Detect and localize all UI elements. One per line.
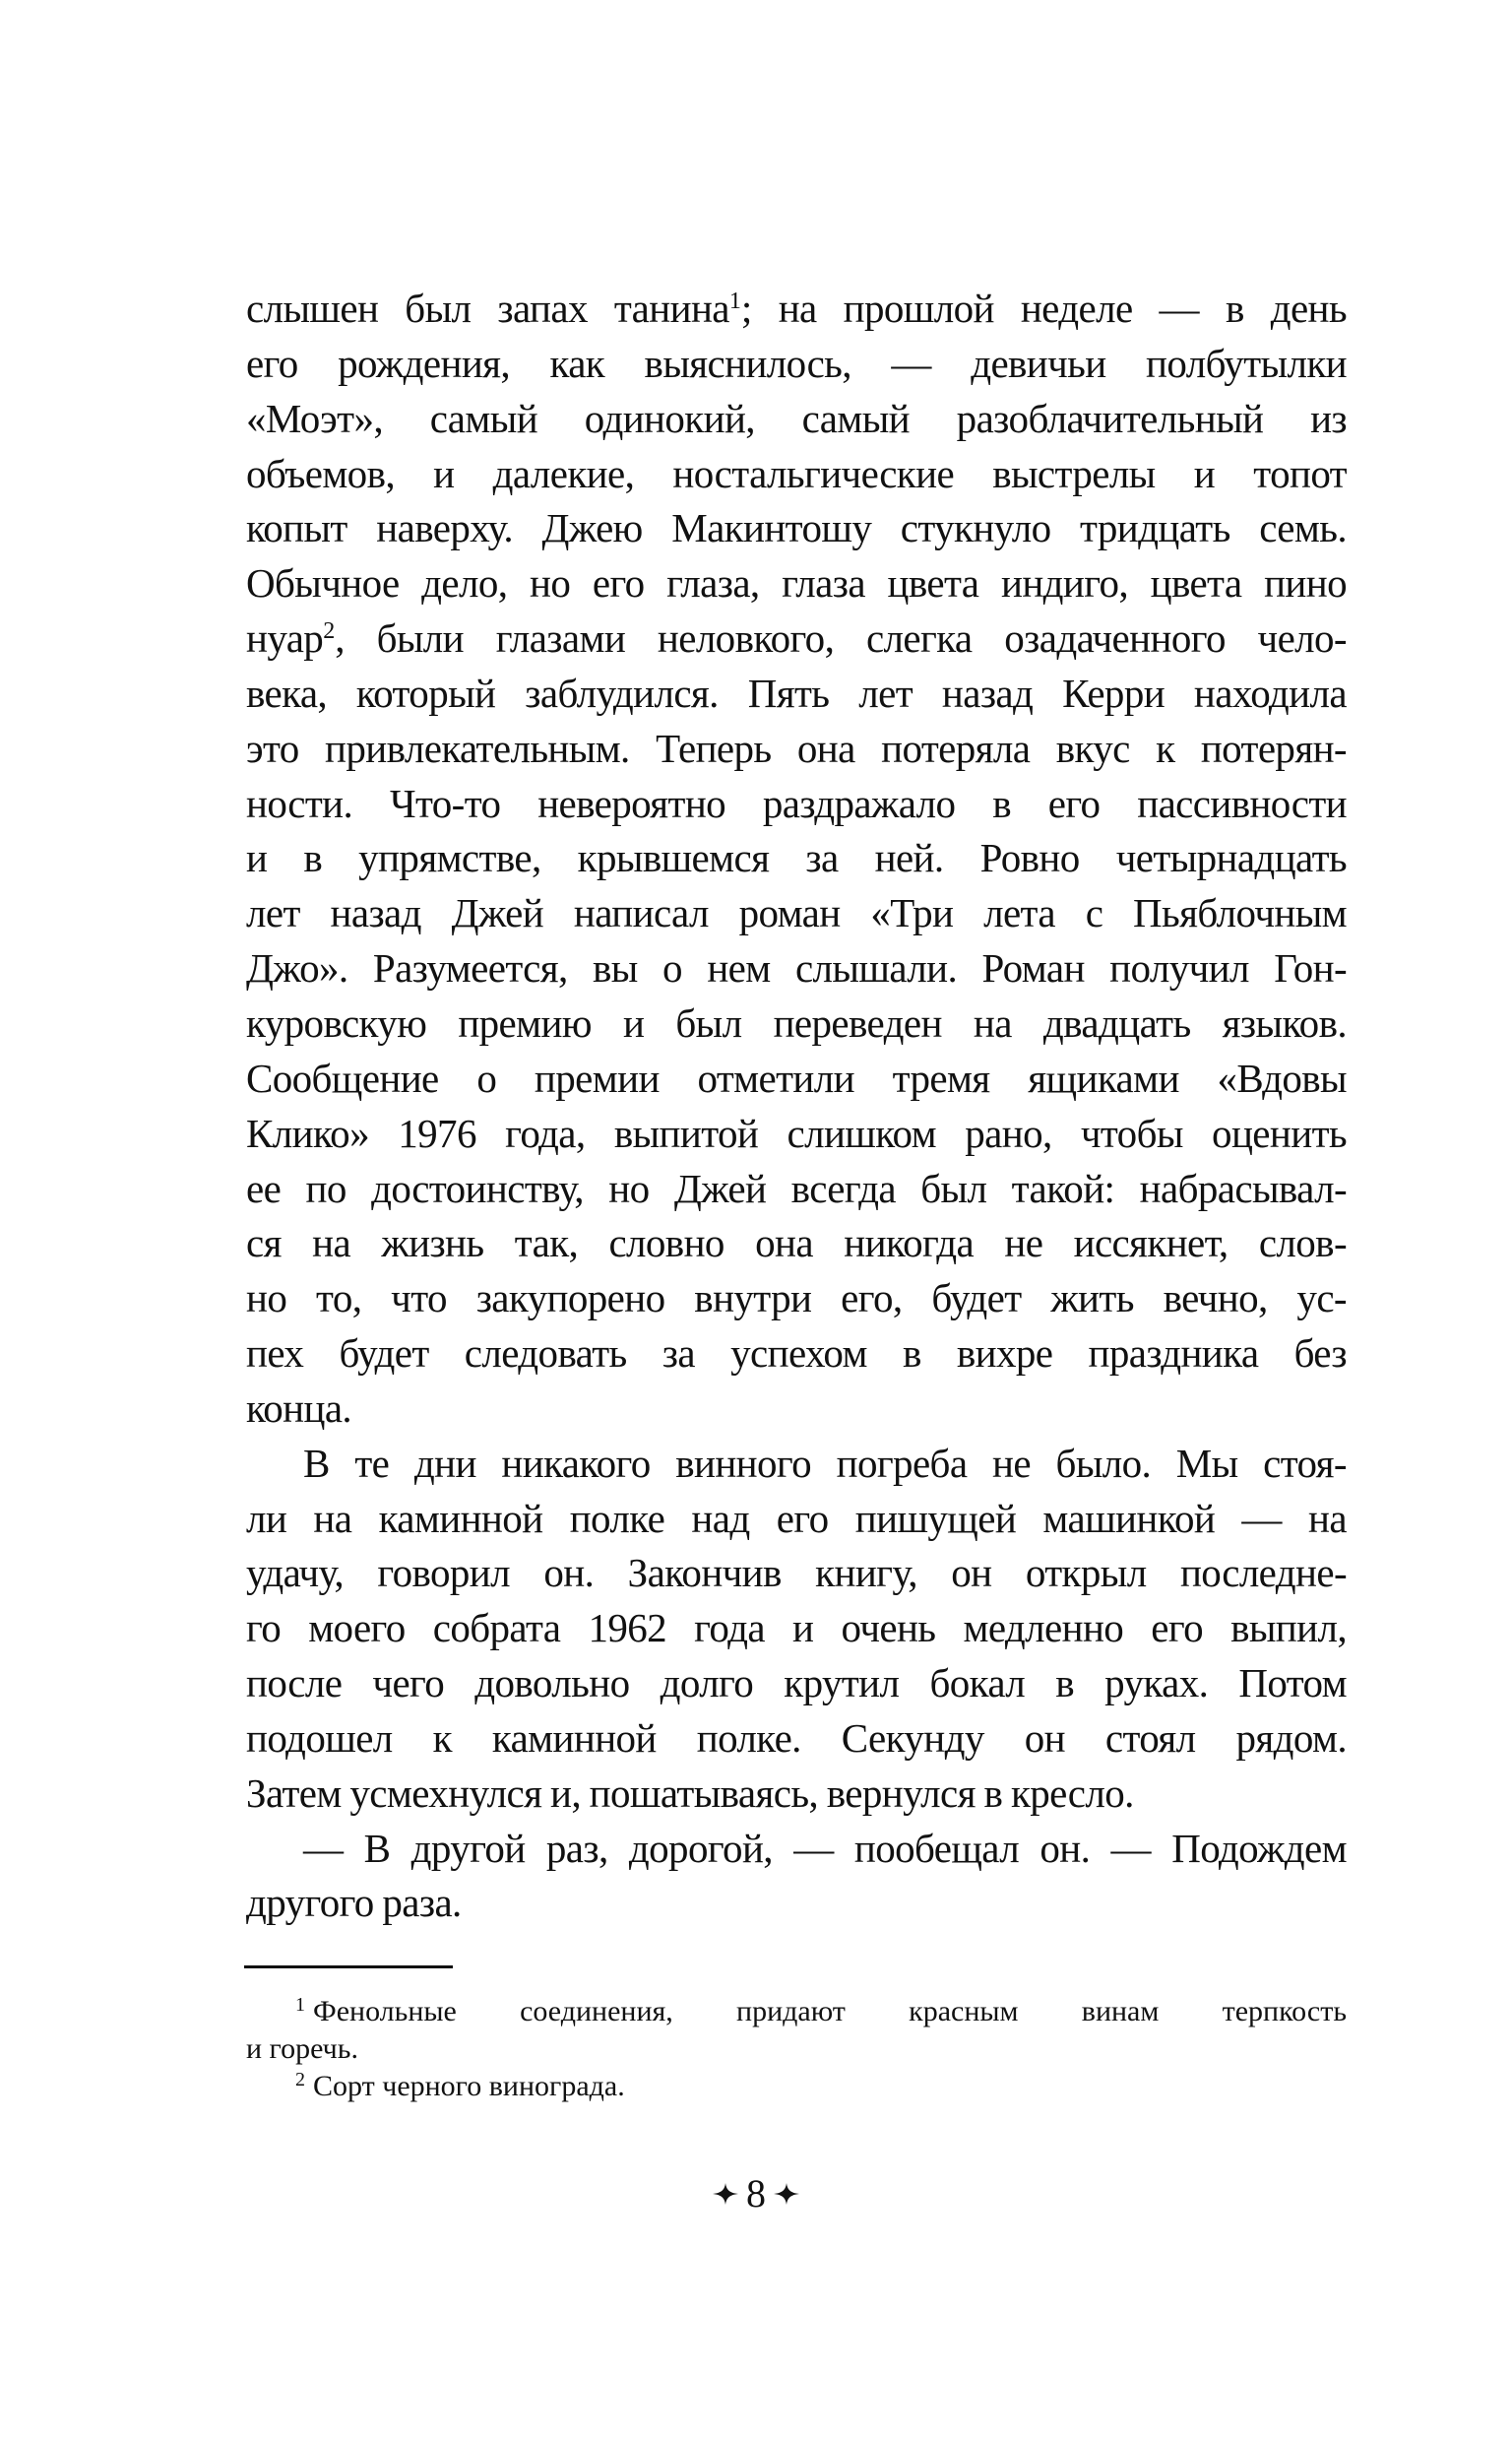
text-line: это привлекательным. Теперь она потеряла вкус к потерян- bbox=[246, 725, 1347, 771]
text-line: и в упрямстве, крывшемся за ней. Ровно четырнадцать bbox=[246, 835, 1347, 881]
text-line: слышен был запах танина$^1$; на прошлой неделе — в день bbox=[246, 286, 1347, 331]
text-line: пех будет следовать за успехом в вихре праздника без bbox=[246, 1330, 1347, 1377]
text-line: но то, что закупорено внутри его, будет жить вечно, ус- bbox=[246, 1275, 1347, 1321]
text-line: В те дни никакого винного погреба не было. Мы стоя- bbox=[303, 1440, 1347, 1486]
text-line: го моего собрата 1962 года и очень медленно его выпил, bbox=[246, 1605, 1347, 1651]
text-line: конца. bbox=[246, 1384, 352, 1431]
text-line: Джо». Разумеется, вы о нем слышали. Роман получил Гон- bbox=[246, 945, 1347, 992]
text-line: Клико» 1976 года, выпитой слишком рано, чтобы оценить bbox=[246, 1110, 1347, 1156]
text-line: подошел к каминной полке. Секунду он стоял рядом. bbox=[246, 1714, 1347, 1761]
text-line: куровскую премию и был переведен на двадцать языков. bbox=[246, 999, 1347, 1046]
footnotes bbox=[246, 1993, 1347, 2105]
text-line: нуар$^2$, были глазами неловкого, слегка озадаченного чело- bbox=[246, 615, 1347, 662]
text-line: — В другой раз, дорогой, — пообещал он. — Подождем bbox=[303, 1825, 1347, 1871]
paragraph-2 bbox=[246, 1437, 1347, 1822]
footnote-ref-2[interactable]: 2 bbox=[323, 618, 336, 645]
text-line: ее по достоинству, но Джей всегда был такой: набрасывал- bbox=[246, 1165, 1347, 1211]
text-line: Затем усмехнулся и, пошатываясь, вернулся в кресло. bbox=[246, 1769, 1134, 1816]
text-line: века, который заблудился. Пять лет назад Керри находила bbox=[246, 670, 1347, 716]
paragraph-3-dialogue bbox=[246, 1822, 1347, 1932]
text-line: ли на каминной полке над его пишущей машинкой — на bbox=[246, 1495, 1347, 1541]
paragraph-1 bbox=[246, 282, 1347, 1437]
footnote-line: $^2$ Сорт черного винограда. bbox=[295, 2069, 625, 2102]
footnote-separator-rule bbox=[244, 1965, 453, 1968]
footnote-ref-1[interactable]: 1 bbox=[728, 289, 741, 314]
text-line: копыт наверху. Джею Макинтошу стукнуло тридцать семь. bbox=[246, 505, 1347, 551]
footnote-marker: 1 bbox=[295, 1994, 305, 2016]
page-number bbox=[0, 2166, 1512, 2221]
footnote-1 bbox=[246, 1993, 1347, 2068]
text-line: ности. Что-то невероятно раздражало в его пассивности bbox=[246, 780, 1347, 826]
text-line: его рождения, как выяснилось, — девичьи полбутылки bbox=[246, 340, 1347, 386]
footnote-line: и горечь. bbox=[246, 2032, 358, 2065]
text-line: удачу, говорил он. Закончив книгу, он открыл последне- bbox=[246, 1550, 1347, 1596]
footnote-2 bbox=[246, 2068, 1347, 2105]
text-line: «Моэт», самый одинокий, самый разоблачительный из bbox=[246, 395, 1347, 441]
footnote-marker: 2 bbox=[295, 2069, 305, 2090]
text-line: другого раза. bbox=[246, 1880, 462, 1926]
text-line: объемов, и далекие, ностальгические выстрелы и топот bbox=[246, 450, 1347, 496]
page-number-value: 8 bbox=[746, 2171, 766, 2216]
body-text bbox=[246, 282, 1347, 1931]
text-line: ся на жизнь так, словно она никогда не иссякнет, слов- bbox=[246, 1220, 1347, 1266]
text-line: Обычное дело, но его глаза, глаза цвета индиго, цвета пино bbox=[246, 560, 1347, 607]
star-ornament-icon bbox=[713, 2183, 738, 2205]
text-line: после чего довольно долго крутил бокал в руках. Потом bbox=[246, 1660, 1347, 1706]
star-ornament-icon bbox=[774, 2183, 799, 2205]
footnote-line: $^1$ Фенольные соединения, придают красным винам терпкость bbox=[295, 1994, 1347, 2027]
text-line: Сообщение о премии отметили тремя ящиками «Вдовы bbox=[246, 1055, 1347, 1101]
text-line: лет назад Джей написал роман «Три лета с Пьяблочным bbox=[246, 890, 1347, 936]
